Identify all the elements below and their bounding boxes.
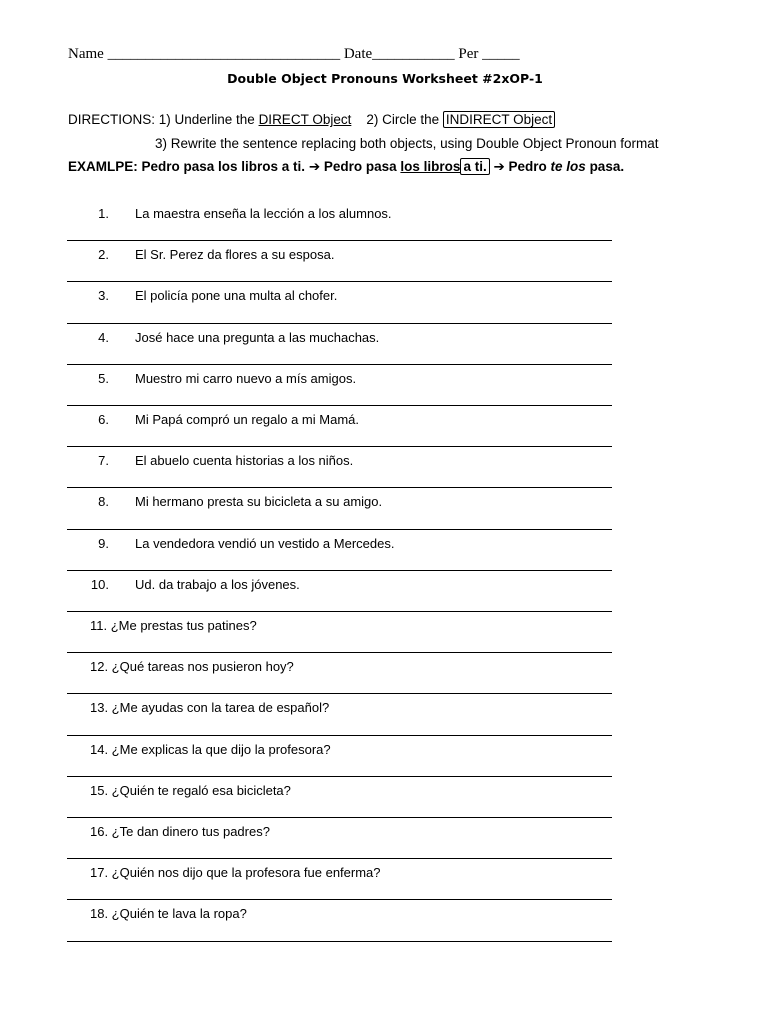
question-row[interactable] <box>67 694 612 735</box>
item-number: 10. <box>90 576 109 592</box>
name-label: Name <box>68 46 104 62</box>
exercise-row[interactable] <box>67 447 612 488</box>
exercise-row[interactable] <box>67 200 612 241</box>
example-part2: Pedro pasa <box>320 159 401 174</box>
item-number: 9. <box>98 535 109 551</box>
directions-middle: 2) Circle the <box>351 112 443 127</box>
question-text: 13. ¿Me ayudas con la tarea de español? <box>90 700 330 716</box>
question-text: 18. ¿Quién te lava la ropa? <box>90 906 247 922</box>
arrow-right-icon-2: ➔ <box>493 159 505 175</box>
exercise-row[interactable] <box>67 282 612 323</box>
exercise-row[interactable] <box>67 571 612 612</box>
item-sentence: El abuelo cuenta historias a los niños. <box>135 453 354 469</box>
name-blank[interactable]: _______________________________ <box>107 46 341 62</box>
worksheet-title: Double Object Pronouns Worksheet #2xOP-1 <box>227 71 543 86</box>
item-number: 8. <box>98 494 109 510</box>
indirect-object-term: INDIRECT Object <box>443 111 555 128</box>
item-sentence: El Sr. Perez da flores a su esposa. <box>135 247 335 263</box>
item-number: 4. <box>98 329 109 345</box>
item-sentence: La maestra enseña la lección a los alumnos. <box>135 206 392 221</box>
example-label: EXAMLPE: Pedro pasa los libros a ti. <box>68 159 309 174</box>
per-blank[interactable]: _____ <box>482 46 520 62</box>
item-number: 3. <box>98 288 109 304</box>
exercise-row[interactable] <box>67 406 612 447</box>
question-text: 12. ¿Qué tareas nos pusieron hoy? <box>90 659 294 675</box>
question-row[interactable] <box>67 900 612 941</box>
question-text: 16. ¿Te dan dinero tus padres? <box>90 824 270 839</box>
question-row[interactable] <box>67 777 612 818</box>
exercise-row[interactable] <box>67 488 612 529</box>
question-row[interactable] <box>67 653 612 694</box>
question-text: 17. ¿Quién nos dijo que la profesora fue enferma? <box>90 865 381 881</box>
item-sentence: Mi Papá compró un regalo a mi Mamá. <box>135 412 359 427</box>
arrow-right-icon: ➔ <box>308 159 321 175</box>
exercise-row[interactable] <box>67 241 612 282</box>
date-blank[interactable]: ___________ <box>372 46 455 62</box>
item-number: 2. <box>98 247 109 263</box>
item-number: 1. <box>98 206 109 221</box>
question-row[interactable] <box>67 818 612 859</box>
item-sentence: Mi hermano presta su bicicleta a su amigo. <box>135 494 383 510</box>
item-number: 6. <box>98 412 109 427</box>
example-part3: Pedro <box>504 159 551 174</box>
example-direct-object: los libros <box>400 159 461 174</box>
question-row[interactable] <box>67 859 612 900</box>
question-row[interactable] <box>67 612 612 653</box>
question-row[interactable] <box>67 736 612 777</box>
item-number: 7. <box>98 453 109 469</box>
item-sentence: La vendedora vendió un vestido a Mercedes. <box>135 535 395 551</box>
directions-prefix: DIRECTIONS: 1) Underline the <box>68 112 259 127</box>
per-label: Per <box>458 46 479 62</box>
item-sentence: Muestro mi carro nuevo a mís amigos. <box>135 370 357 386</box>
direct-object-term: DIRECT Object <box>258 112 352 127</box>
example-part3-end: pasa. <box>585 159 625 174</box>
example-indirect-object: a ti. <box>460 158 489 175</box>
exercise-row[interactable] <box>67 324 612 365</box>
directions-line-2: 3) Rewrite the sentence replacing both objects, using Double Object Pronoun format <box>155 136 659 151</box>
date-label: Date <box>343 46 373 62</box>
exercise-row[interactable] <box>67 530 612 571</box>
exercise-row[interactable] <box>67 365 612 406</box>
question-text: 14. ¿Me explicas la que dijo la profesora? <box>90 741 331 757</box>
item-sentence: Ud. da trabajo a los jóvenes. <box>135 576 300 592</box>
item-number: 5. <box>98 370 109 386</box>
example-pronouns: te los <box>550 159 586 174</box>
question-text: 15. ¿Quién te regaló esa bicicleta? <box>90 782 291 798</box>
item-sentence: José hace una pregunta a las muchachas. <box>135 329 380 345</box>
question-text: 11. ¿Me prestas tus patines? <box>90 618 257 633</box>
item-sentence: El policía pone una multa al chofer. <box>135 288 338 304</box>
